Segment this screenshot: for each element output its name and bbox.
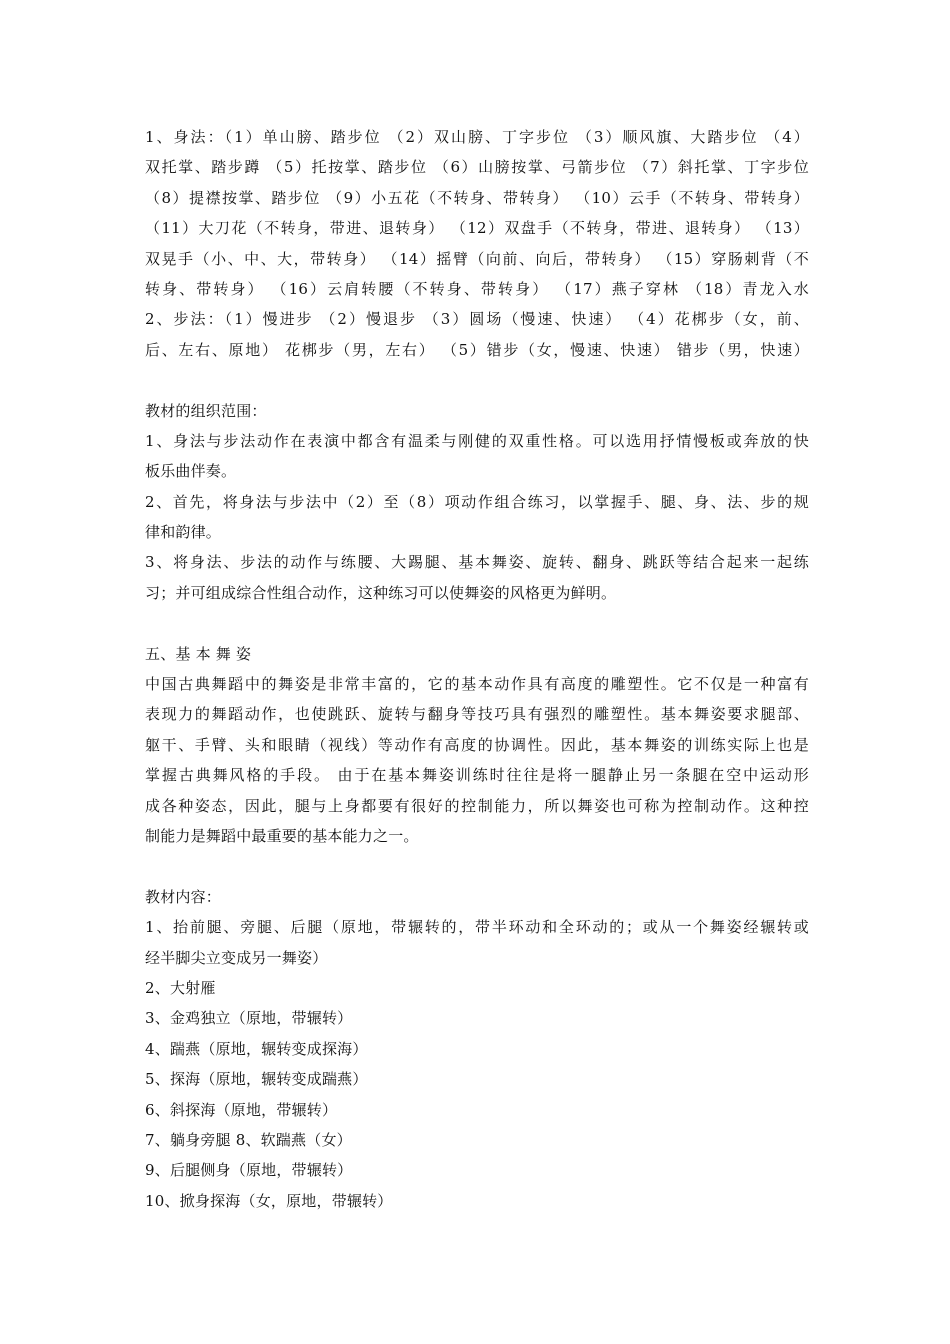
list-item: 2、大射雁 — [145, 978, 216, 997]
text-line: 成各种姿态，因此，腿与上身都要有很好的控制能力，所以舞姿也可称为控制动作。这种控 — [145, 796, 809, 815]
paragraph-gap — [145, 608, 809, 638]
text-line: 1、身法：（1）单山膀、踏步位 （2）双山膀、丁字步位 （3）顺风旗、大踏步位 （4） — [145, 128, 809, 146]
list-item: 4、踹燕（原地，辗转变成探海） — [145, 1039, 368, 1058]
text-line: 双托掌、踏步蹲 （5）托按掌、踏步位 （6）山膀按掌、弓箭步位 （7）斜托掌、丁字步位 — [145, 158, 809, 177]
section-body-steps — [145, 122, 809, 365]
list-item: 1、抬前腿、旁腿、后腿（原地，带辗转的，带半环动和全环动的；或从一个舞姿经辗转或 — [145, 918, 809, 937]
text-line: 转身、带转身） （16）云肩转腰（不转身、带转身） （17）燕子穿林 （18）青龙入水 — [145, 279, 809, 298]
list-item: 10、掀身探海（女，原地，带辗转） — [145, 1191, 393, 1210]
text-line: （8）提襟按掌、踏步位 （9）小五花（不转身、带转身） （10）云手（不转身、带转身） — [145, 188, 809, 207]
text-line: 双晃手（小、中、大，带转身） （14）摇臂（向前、向后，带转身） （15）穿肠刺背（不 — [145, 249, 809, 268]
list-item: 5、探海（原地，辗转变成踹燕） — [145, 1070, 368, 1089]
text-line: 后、左右、原地） 花梆步（男，左右） （5）错步（女，慢速、快速） 错步（男，快速） — [145, 340, 809, 359]
text-line: 制能力是舞蹈中最重要的基本能力之一。 — [145, 826, 419, 845]
text-line: 板乐曲伴奏。 — [145, 462, 237, 481]
text-line: （11）大刀花（不转身，带进、退转身） （12）双盘手（不转身，带进、退转身） （13） — [145, 219, 809, 238]
paragraph-gap — [145, 851, 809, 881]
list-item: 7、躺身旁腿 8、软踹燕（女） — [145, 1130, 352, 1149]
text-line: 掌握古典舞风格的手段。 由于在基本舞姿训练时往往是将一腿静止另一条腿在空中运动形 — [145, 766, 809, 785]
text-line: 3、将身法、步法的动作与练腰、大踢腿、基本舞姿、旋转、翻身、跳跃等结合起来一起练 — [145, 553, 809, 572]
section-contents — [145, 882, 809, 1216]
text-line: 中国古典舞蹈中的舞姿是非常丰富的，它的基本动作具有高度的雕塑性。它不仅是一种富有 — [145, 675, 809, 694]
section-five — [145, 639, 809, 852]
paragraph-gap — [145, 365, 809, 395]
section-heading: 教材的组织范围： — [145, 401, 267, 420]
list-item: 6、斜探海（原地，带辗转） — [145, 1100, 338, 1119]
list-item: 3、金鸡独立（原地，带辗转） — [145, 1009, 353, 1028]
text-line: 表现力的舞蹈动作，也使跳跃、旋转与翻身等技巧具有强烈的雕塑性。基本舞姿要求腿部、 — [145, 705, 809, 724]
text-line: 1、身法与步法动作在表演中都含有温柔与刚健的双重性格。可以选用抒情慢板或奔放的快 — [145, 431, 809, 450]
text-line: 律和韵律。 — [145, 523, 222, 542]
list-item: 经半脚尖立变成另一舞姿） — [145, 948, 328, 967]
text-line: 2、步法：（1）慢进步 （2）慢退步 （3）圆场（慢速、快速） （4）花梆步（女，前、 — [145, 310, 809, 329]
section-organization — [145, 396, 809, 609]
text-line: 2、首先，将身法与步法中（2）至（8）项动作组合练习，以掌握手、腿、身、法、步的规 — [145, 492, 809, 511]
text-line: 习；并可组成综合性组合动作，这种练习可以使舞姿的风格更为鲜明。 — [145, 583, 617, 602]
document-page — [145, 122, 809, 1216]
list-item: 9、后腿侧身（原地，带辗转） — [145, 1161, 353, 1180]
section-heading: 教材内容： — [145, 887, 222, 906]
section-heading: 五、基 本 舞 姿 — [145, 644, 252, 663]
text-line: 躯干、手臂、头和眼睛（视线）等动作有高度的协调性。因此，基本舞姿的训练实际上也是 — [145, 735, 809, 754]
